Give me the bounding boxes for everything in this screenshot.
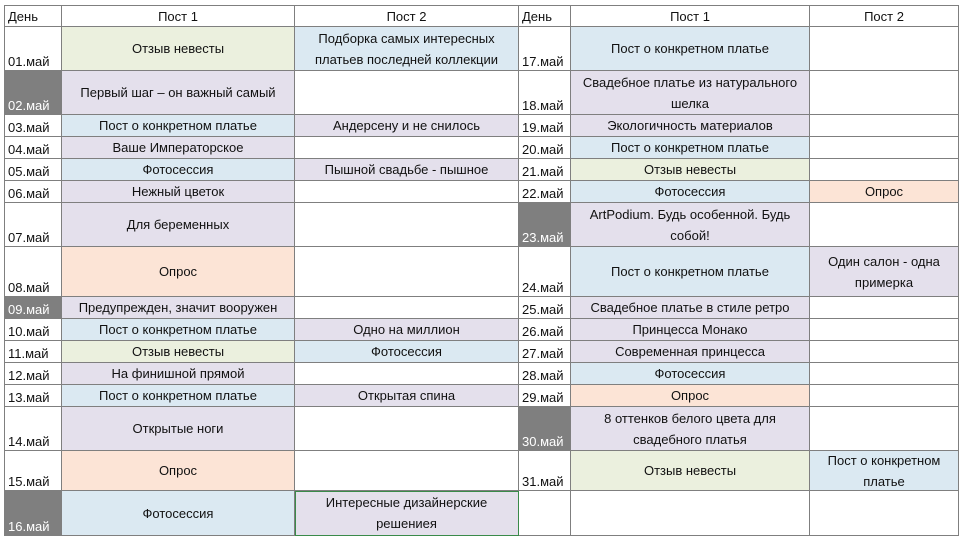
day-cell: 17.май bbox=[519, 27, 571, 71]
day-cell: 23.май bbox=[519, 203, 571, 247]
post2-cell: Андерсену и не снилось bbox=[295, 115, 519, 137]
day-cell: 21.май bbox=[519, 159, 571, 181]
day-cell: 13.май bbox=[4, 385, 62, 407]
schedule-sheet bbox=[4, 5, 959, 537]
post2-cell bbox=[295, 181, 519, 203]
post2-cell: Открытая спина bbox=[295, 385, 519, 407]
post2-cell: Подборка самых интересных платьев последней коллекции bbox=[295, 27, 519, 71]
post1-cell: Отзыв невесты bbox=[571, 451, 810, 491]
post2-cell bbox=[810, 27, 959, 71]
post1-cell: Ваше Императорское bbox=[62, 137, 295, 159]
post1-cell bbox=[571, 491, 810, 536]
day-cell: 27.май bbox=[519, 341, 571, 363]
post2-cell: Интересные дизайнерские решениея bbox=[295, 491, 519, 536]
post1-cell: Отзыв невесты bbox=[571, 159, 810, 181]
day-cell: 12.май bbox=[4, 363, 62, 385]
post1-cell: На финишной прямой bbox=[62, 363, 295, 385]
header-left-post2: Пост 2 bbox=[295, 5, 519, 27]
day-cell: 19.май bbox=[519, 115, 571, 137]
header-left-day: День bbox=[4, 5, 62, 27]
day-cell: 06.май bbox=[4, 181, 62, 203]
post1-cell: Для беременных bbox=[62, 203, 295, 247]
post1-cell: Пост о конкретном платье bbox=[62, 385, 295, 407]
day-cell: 03.май bbox=[4, 115, 62, 137]
day-cell: 07.май bbox=[4, 203, 62, 247]
day-cell: 24.май bbox=[519, 247, 571, 297]
day-cell: 15.май bbox=[4, 451, 62, 491]
day-cell: 01.май bbox=[4, 27, 62, 71]
post1-cell: Фотосессия bbox=[571, 363, 810, 385]
day-cell: 30.май bbox=[519, 407, 571, 451]
header-right-day: День bbox=[519, 5, 571, 27]
post1-cell: Пост о конкретном платье bbox=[62, 319, 295, 341]
day-cell: 16.май bbox=[4, 491, 62, 536]
post1-cell: 8 оттенков белого цвета для свадебного платья bbox=[571, 407, 810, 451]
post1-cell: Опрос bbox=[571, 385, 810, 407]
header-right-post1: Пост 1 bbox=[571, 5, 810, 27]
post2-cell bbox=[810, 385, 959, 407]
post2-cell bbox=[295, 451, 519, 491]
post1-cell: Нежный цветок bbox=[62, 181, 295, 203]
day-cell: 05.май bbox=[4, 159, 62, 181]
post2-cell bbox=[295, 247, 519, 297]
day-cell: 20.май bbox=[519, 137, 571, 159]
post1-cell: Пост о конкретном платье bbox=[571, 247, 810, 297]
post2-cell: Фотосессия bbox=[295, 341, 519, 363]
post2-cell bbox=[810, 137, 959, 159]
day-cell: 26.май bbox=[519, 319, 571, 341]
post1-cell: Фотосессия bbox=[571, 181, 810, 203]
post1-cell: Отзыв невесты bbox=[62, 27, 295, 71]
post1-cell: Фотосессия bbox=[62, 491, 295, 536]
post1-cell: Опрос bbox=[62, 247, 295, 297]
post1-cell: Предупрежден, значит вооружен bbox=[62, 297, 295, 319]
post2-cell bbox=[810, 491, 959, 536]
header-right-post2: Пост 2 bbox=[810, 5, 959, 27]
post1-cell: Пост о конкретном платье bbox=[62, 115, 295, 137]
post1-cell: ArtPodium. Будь особенной. Будь собой! bbox=[571, 203, 810, 247]
post1-cell: Отзыв невесты bbox=[62, 341, 295, 363]
header-left-post1: Пост 1 bbox=[62, 5, 295, 27]
post1-cell: Экологичность материалов bbox=[571, 115, 810, 137]
post2-cell bbox=[295, 297, 519, 319]
post1-cell: Открытые ноги bbox=[62, 407, 295, 451]
day-cell: 31.май bbox=[519, 451, 571, 491]
day-cell: 04.май bbox=[4, 137, 62, 159]
post1-cell: Опрос bbox=[62, 451, 295, 491]
day-cell: 14.май bbox=[4, 407, 62, 451]
post2-cell bbox=[810, 71, 959, 115]
post2-cell bbox=[810, 159, 959, 181]
post2-cell bbox=[295, 137, 519, 159]
post1-cell: Фотосессия bbox=[62, 159, 295, 181]
post1-cell: Современная принцесса bbox=[571, 341, 810, 363]
day-cell: 02.май bbox=[4, 71, 62, 115]
post2-cell bbox=[295, 363, 519, 385]
day-cell bbox=[519, 491, 571, 536]
day-cell: 18.май bbox=[519, 71, 571, 115]
day-cell: 10.май bbox=[4, 319, 62, 341]
post2-cell bbox=[295, 203, 519, 247]
post2-cell bbox=[810, 363, 959, 385]
post2-cell: Пост о конкретном платье bbox=[810, 451, 959, 491]
post2-cell bbox=[295, 71, 519, 115]
post2-cell bbox=[810, 319, 959, 341]
post2-cell: Пышной свадьбе - пышное bbox=[295, 159, 519, 181]
post1-cell: Пост о конкретном платье bbox=[571, 137, 810, 159]
post2-cell: Один салон - одна примерка bbox=[810, 247, 959, 297]
post2-cell bbox=[810, 341, 959, 363]
day-cell: 29.май bbox=[519, 385, 571, 407]
day-cell: 11.май bbox=[4, 341, 62, 363]
post2-cell bbox=[810, 115, 959, 137]
post2-cell bbox=[810, 297, 959, 319]
post1-cell: Принцесса Монако bbox=[571, 319, 810, 341]
post2-cell: Опрос bbox=[810, 181, 959, 203]
post2-cell: Одно на миллион bbox=[295, 319, 519, 341]
day-cell: 28.май bbox=[519, 363, 571, 385]
post1-cell: Первый шаг – он важный самый bbox=[62, 71, 295, 115]
post2-cell bbox=[295, 407, 519, 451]
post2-cell bbox=[810, 203, 959, 247]
day-cell: 09.май bbox=[4, 297, 62, 319]
day-cell: 25.май bbox=[519, 297, 571, 319]
day-cell: 08.май bbox=[4, 247, 62, 297]
day-cell: 22.май bbox=[519, 181, 571, 203]
post1-cell: Свадебное платье в стиле ретро bbox=[571, 297, 810, 319]
post1-cell: Свадебное платье из натурального шелка bbox=[571, 71, 810, 115]
post2-cell bbox=[810, 407, 959, 451]
post1-cell: Пост о конкретном платье bbox=[571, 27, 810, 71]
